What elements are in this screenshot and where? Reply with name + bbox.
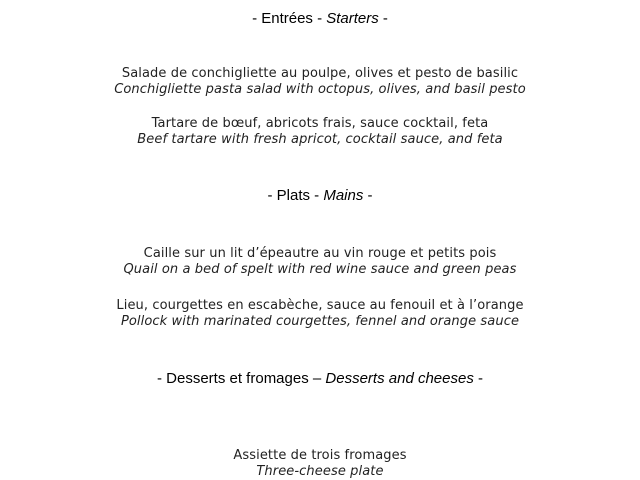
item-french: Tartare de bœuf, abricots frais, sauce cocktail, feta — [151, 116, 489, 131]
heading-english: Mains — [323, 187, 364, 204]
menu-item-octopus-salad — [0, 66, 640, 98]
heading-suffix: - — [473, 370, 483, 387]
item-french: Caille sur un lit d’épeautre au vin rouge et petits pois — [143, 246, 497, 261]
section-heading-mains — [0, 187, 640, 205]
item-english: Conchigliette pasta salad with octopus, olives, and basil pesto — [114, 82, 526, 97]
item-english: Beef tartare with fresh apricot, cocktail sauce, and feta — [137, 132, 503, 147]
item-english: Three-cheese plate — [256, 464, 384, 479]
heading-french: - Plats - — [267, 187, 324, 204]
item-french: Assiette de trois fromages — [233, 448, 407, 463]
item-english: Pollock with marinated courgettes, fennel and orange sauce — [120, 314, 520, 329]
item-english: Quail on a bed of spelt with red wine sauce and green peas — [123, 262, 517, 277]
heading-suffix: - — [363, 187, 373, 204]
section-heading-starters — [0, 10, 640, 28]
heading-english: Desserts and cheeses — [325, 370, 474, 387]
section-heading-desserts — [0, 370, 640, 388]
menu-item-pollock — [0, 298, 640, 330]
item-french: Salade de conchigliette au poulpe, olives et pesto de basilic — [121, 66, 519, 81]
menu-item-cheese-plate — [0, 448, 640, 480]
menu-item-quail — [0, 246, 640, 278]
menu-item-beef-tartare — [0, 116, 640, 148]
heading-suffix: - — [378, 10, 388, 27]
item-french: Lieu, courgettes en escabèche, sauce au fenouil et à l’orange — [116, 298, 524, 313]
heading-french: - Entrées - — [252, 10, 327, 27]
heading-english: Starters — [326, 10, 379, 27]
heading-french: - Desserts et fromages – — [157, 370, 326, 387]
